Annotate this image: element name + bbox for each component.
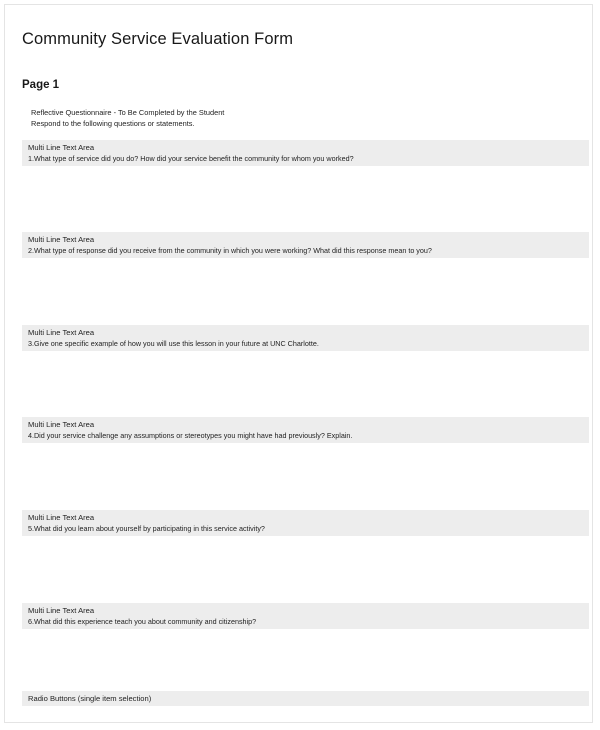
field-type-label-6: Multi Line Text Area: [28, 606, 95, 615]
field-type-label-1: Multi Line Text Area: [28, 143, 95, 152]
page-number-heading: Page 1: [22, 79, 60, 91]
instructions-line-1: Reflective Questionnaire - To Be Completed by the Student: [31, 108, 225, 117]
instructions-line-2: Respond to the following questions or statements.: [31, 118, 195, 128]
field-type-label-5: Multi Line Text Area: [28, 513, 95, 522]
question-field-5[interactable]: [22, 510, 589, 536]
field-type-label-2: Multi Line Text Area: [28, 235, 95, 244]
instructions-block: [31, 108, 224, 129]
radio-buttons-section[interactable]: [22, 691, 589, 706]
field-type-label-3: Multi Line Text Area: [28, 328, 95, 337]
question-text-1: 1.What type of service did you do? How did your service benefit the community for whom you worked?: [28, 154, 354, 163]
question-text-4: 4.Did your service challenge any assumptions or stereotypes you might have had previously? Explain.: [28, 431, 353, 440]
radio-section-label: Radio Buttons (single item selection): [28, 694, 152, 703]
question-text-6: 6.What did this experience teach you about community and citizenship?: [28, 617, 257, 626]
question-text-2: 2.What type of response did you receive from the community in which you were working? What did this response mean to you?: [28, 246, 432, 255]
question-text-3: 3.Give one specific example of how you will use this lesson in your future at UNC Charlotte.: [28, 339, 319, 348]
question-field-1[interactable]: [22, 140, 589, 166]
field-type-label-4: Multi Line Text Area: [28, 420, 95, 429]
page-title: Community Service Evaluation Form: [22, 30, 294, 48]
document-page: [4, 4, 593, 723]
question-text-5: 5.What did you learn about yourself by participating in this service activity?: [28, 524, 265, 533]
question-field-2[interactable]: [22, 232, 589, 258]
question-field-6[interactable]: [22, 603, 589, 629]
question-field-4[interactable]: [22, 417, 589, 443]
question-field-3[interactable]: [22, 325, 589, 351]
